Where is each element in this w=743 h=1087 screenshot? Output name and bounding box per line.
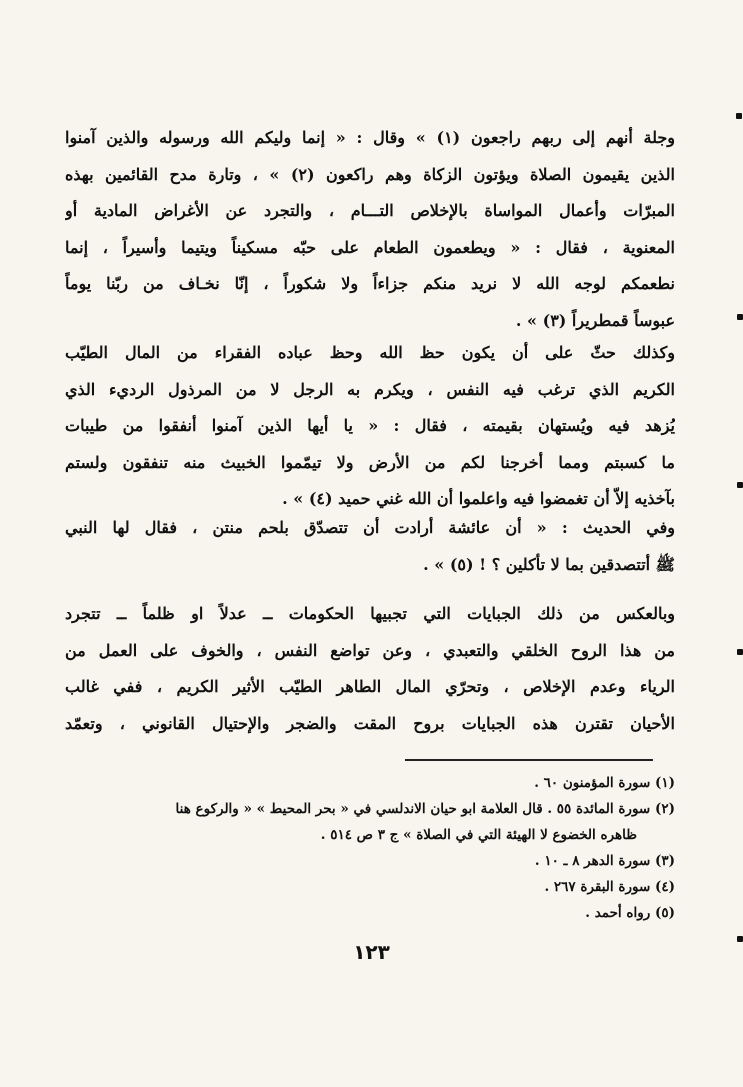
text-line: ما كسبتم ومما أخرجنا لكم من الأرض ولا تيمّموا الخبيث منه تنفقون ولستم (65, 452, 675, 472)
text-line: نطعمكم لوجه الله لا نريد منكم جزاءاً ولا شكوراً ، إنّا نخـاف من ربّنا يوماً (65, 274, 675, 293)
text-line: الكريم الذي ترغب فيه النفس ، ويكرم به الرجل لا من المرذول الرديء الذي (65, 379, 675, 399)
text-line: ﷺ أتتصدقين بما لا تأكلين ؟ ! (٥) » . (423, 554, 675, 574)
page-number: ١٢٣ (353, 940, 390, 964)
footnote: (٥) رواه أحمد . (585, 905, 675, 921)
text-line: وكذلك حثّ على أن يكون حظ الله وحظ عباده الفقراء من المال الطيّب (65, 343, 675, 362)
scan-mark (736, 113, 742, 119)
footnote-continuation: ظاهره الخضوع لا الهيئة التي في الصلاة » ج ٣ ص ٥١٤ . (320, 827, 637, 843)
text-line: من هذا الروح الخلقي والتعبدي ، وعن تواضع النفس ، والخوف على العمل من (65, 640, 675, 660)
scan-mark (737, 482, 743, 488)
footnote: (١) سورة المؤمنون ٦٠ . (534, 775, 675, 791)
footnotes (75, 770, 675, 926)
text-line: الأحيان تقترن هذه الجبايات بروح المقت والضجر والإحتيال القانوني ، وتعمّد (65, 713, 675, 733)
text-line: بآخذيه إلاّ أن تغمضوا فيه واعلموا أن الله غني حميد (٤) » . (282, 489, 675, 508)
text-line: المبرّات وأعمال المواساة بالإخلاص التـــام ، والتجرد عن الأغراض المادية أو (65, 201, 675, 220)
paragraph-2 (65, 335, 675, 518)
text-line: المعنوية ، فقال : « ويطعمون الطعام على حبّه مسكيناً ويتيما وأسيراً ، إنما (65, 237, 675, 257)
text-line: الرياء وعدم الإخلاص ، وتحرّي المال الطاهر الطيّب الأثير الكريم ، ففي غالب (65, 677, 675, 696)
scan-mark (737, 649, 743, 655)
footnote-divider (405, 759, 653, 761)
text-line: وجلة أنهم إلى ربهم راجعون (١) » وقال : « إنما وليكم الله ورسوله والذين آمنوا (65, 128, 675, 147)
scan-mark (737, 314, 743, 320)
paragraph-4 (65, 596, 675, 742)
footnote: (٣) سورة الدهر ٨ ـ ١٠ . (534, 853, 675, 869)
paragraph-1 (65, 120, 675, 339)
text-line: يُزهد فيه ويُستهان بقيمته ، فقال : « يا أيها الذين آمنوا أنفقوا من طيبات (65, 416, 675, 435)
footnote: (٤) سورة البقرة ٢٦٧ . (544, 879, 675, 895)
text-line: عبوساً قمطريراً (٣) » . (515, 310, 675, 330)
text-line: وفي الحديث : « أن عائشة أرادت أن تتصدّق بلحم منتن ، فقال لها النبي (65, 518, 675, 537)
paragraph-3 (65, 510, 675, 583)
text-line: وبالعكس من ذلك الجبايات التي تجبيها الحكومات ــ عدلاً او ظلماً ــ تتجرد (65, 604, 675, 623)
footnote: (٢) سورة المائدة ٥٥ . قال العلامة ابو حيان الاندلسي في « بحر المحيط » « والركوع هنا (175, 801, 675, 817)
text-line: الذين يقيمون الصلاة ويؤتون الزكاة وهم راكعون (٢) » ، وتارة مدح القائمين بهذه (65, 164, 675, 184)
scan-mark (737, 936, 743, 942)
